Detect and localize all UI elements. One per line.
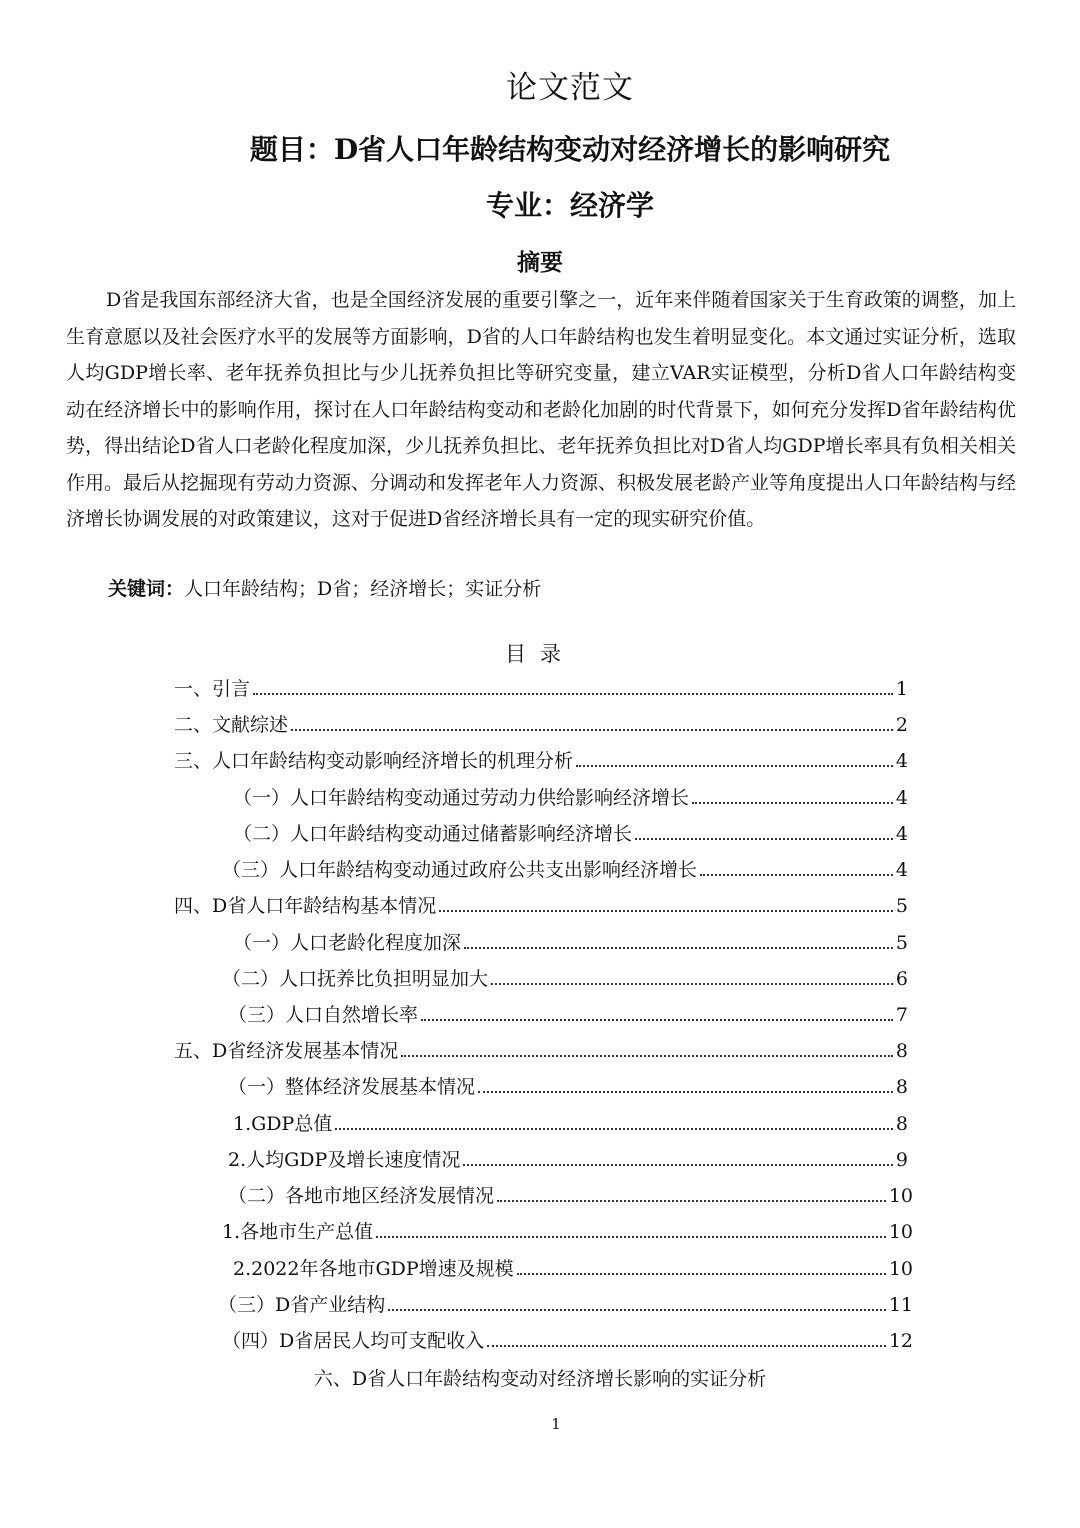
- toc-entry-page: 9: [895, 1149, 908, 1171]
- toc-entry-label: （一）整体经济发展基本情况: [228, 1076, 476, 1098]
- toc-entry-page: 4: [895, 787, 908, 809]
- abstract-body: D省是我国东部经济大省，也是全国经济发展的重要引擎之一，近年来伴随着国家关于生育政策的调整，加上生育意愿以及社会医疗水平的发展等方面影响，D省的人口年龄结构也发生着明显变化。本文通过实证分析，选取人均GDP增长率、老年抚养负担比与少儿抚养负担比等研究变量，建立VAR实证模型，分析D省人口年龄结构变动在经济增长中的影响作用，探讨在人口年龄结构变动和老龄化加剧的时代背景下，如何充分发挥D省年龄结构优势，得出结论D省人口老龄化程度加深，少儿抚养负担比、老年抚养负担比对D省人均GDP增长率具有负相关相关作用。最后从挖掘现有劳动力资源、分调动和发挥老年人力资源、积极发展老龄产业等角度提出人口年龄结构与经济增长协调发展的对政策建议，这对于促进D省经济增长具有一定的现实研究价值。: [66, 289, 1017, 530]
- toc-entry[interactable]: [228, 1145, 908, 1181]
- toc-entry-page: 8: [895, 1076, 908, 1098]
- toc-entry-label: （一）人口年龄结构变动通过劳动力供给影响经济增长: [233, 787, 690, 809]
- toc-entry[interactable]: [233, 1109, 908, 1145]
- thesis-topic: 题目：D省人口年龄结构变动对经济增长的影响研究: [249, 133, 891, 166]
- toc-entry[interactable]: [174, 1036, 908, 1072]
- toc-entry-page: 5: [895, 932, 908, 954]
- toc-entry-label: 五、D省经济发展基本情况: [174, 1040, 399, 1062]
- toc-entry[interactable]: [174, 710, 908, 746]
- toc-leader-dots: [291, 729, 893, 731]
- toc-leader-dots: [692, 802, 893, 804]
- toc-leader-dots: [478, 1091, 893, 1093]
- toc-heading: 目录: [505, 642, 575, 666]
- toc-entry[interactable]: [228, 1000, 908, 1036]
- toc-entry-page: 7: [895, 1004, 908, 1026]
- toc-leader-dots: [376, 1236, 886, 1238]
- toc-entry-label: 2.人均GDP及增长速度情况: [228, 1149, 461, 1171]
- keywords-label: 关键词：: [108, 578, 185, 600]
- toc-entry-page: 11: [888, 1294, 913, 1316]
- toc-entry-label: 1.各地市生产总值: [222, 1221, 374, 1243]
- abstract-heading: 摘要: [517, 249, 563, 276]
- toc-leader-dots: [463, 1164, 893, 1166]
- toc-entry[interactable]: [228, 1181, 913, 1217]
- page-number: 1: [551, 1415, 561, 1433]
- toc-entry-page: 8: [895, 1113, 908, 1135]
- toc-entry[interactable]: [222, 855, 908, 891]
- toc-entry-page: 5: [895, 895, 908, 917]
- toc-leader-dots: [576, 765, 893, 767]
- toc-entry-label: （一）人口老龄化程度加深: [233, 932, 462, 954]
- toc-entry-label: （二）人口抚养比负担明显加大: [222, 968, 489, 990]
- toc-leader-dots: [421, 1019, 893, 1021]
- toc-leader-dots: [464, 947, 893, 949]
- toc-entry[interactable]: [228, 1072, 908, 1108]
- toc-entry[interactable]: [233, 1254, 913, 1290]
- toc-entry-label: 二、文献综述: [174, 714, 289, 736]
- toc-entry-label: 三、人口年龄结构变动影响经济增长的机理分析: [174, 750, 574, 772]
- toc-entry-label: （二）人口年龄结构变动通过储蓄影响经济增长: [233, 823, 633, 845]
- toc-entry-label: （三）人口自然增长率: [228, 1004, 419, 1026]
- toc-entry-label: （三）人口年龄结构变动通过政府公共支出影响经济增长: [222, 859, 698, 881]
- toc-entry-page: 10: [888, 1221, 913, 1243]
- toc-entry-label: 1.GDP总值: [233, 1113, 333, 1135]
- toc-entry-section-six[interactable]: 六、D省人口年龄结构变动对经济增长影响的实证分析: [313, 1368, 767, 1390]
- toc-entry-page: 6: [895, 968, 908, 990]
- toc-entry-label: （二）各地市地区经济发展情况: [228, 1185, 495, 1207]
- toc-entry[interactable]: [174, 746, 908, 782]
- toc-entry-page: 4: [895, 823, 908, 845]
- toc-entry-page: 4: [895, 859, 908, 881]
- toc-entry[interactable]: [222, 1217, 913, 1253]
- toc-entry-label: （三）D省产业结构: [218, 1294, 386, 1316]
- toc-entry-page: 12: [888, 1330, 913, 1352]
- toc-leader-dots: [497, 1200, 886, 1202]
- toc-leader-dots: [388, 1309, 886, 1311]
- toc-entry[interactable]: [218, 1290, 913, 1326]
- toc-leader-dots: [491, 983, 893, 985]
- toc-entry[interactable]: [174, 674, 908, 710]
- toc-leader-dots: [253, 693, 893, 695]
- toc-leader-dots: [439, 910, 893, 912]
- keywords-text: 人口年龄结构；D省；经济增长；实证分析: [184, 578, 542, 600]
- toc-entry-page: 2: [895, 714, 908, 736]
- toc-leader-dots: [335, 1128, 893, 1130]
- toc-entry[interactable]: [233, 783, 908, 819]
- toc-entry[interactable]: [222, 1326, 913, 1362]
- toc-entry-label: 一、引言: [174, 678, 251, 700]
- toc-leader-dots: [700, 874, 893, 876]
- thesis-major: 专业：经济学: [485, 189, 654, 222]
- toc-leader-dots: [401, 1055, 893, 1057]
- toc-entry-label: （四）D省居民人均可支配收入: [222, 1330, 485, 1352]
- toc-leader-dots: [635, 838, 893, 840]
- toc-entry-page: 10: [888, 1185, 913, 1207]
- toc-entry[interactable]: [174, 891, 908, 927]
- toc-entry[interactable]: [233, 819, 908, 855]
- toc-entry-page: 4: [895, 750, 908, 772]
- toc-entry-page: 1: [895, 678, 908, 700]
- toc-entry-page: 10: [888, 1258, 913, 1280]
- toc-entry-label: 2.2022年各地市GDP增速及规模: [233, 1258, 514, 1280]
- keywords-line: [108, 574, 541, 601]
- toc-entry-page: 8: [895, 1040, 908, 1062]
- toc-entry[interactable]: [233, 928, 908, 964]
- document-title: 论文范文: [506, 70, 634, 106]
- toc-entry-label: 四、D省人口年龄结构基本情况: [174, 895, 437, 917]
- toc-entry[interactable]: [222, 964, 908, 1000]
- toc-leader-dots: [487, 1345, 886, 1347]
- toc-leader-dots: [517, 1273, 886, 1275]
